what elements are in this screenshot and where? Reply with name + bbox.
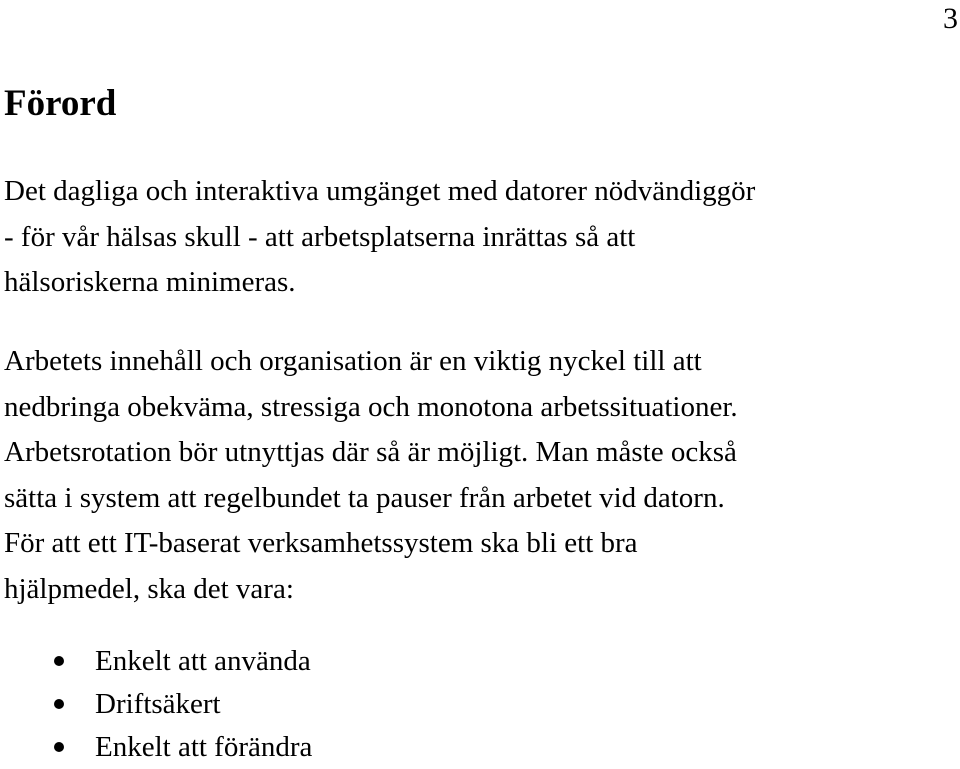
list-item-label: Enkelt att förändra — [95, 731, 313, 763]
paragraph-line: hjälpmedel, ska det vara: — [4, 572, 294, 605]
paragraph-body — [4, 339, 738, 612]
paragraph-line: - för vår hälsas skull - att arbetsplatserna inrättas så att — [4, 220, 636, 253]
paragraph-intro — [4, 169, 755, 306]
paragraph-line: Arbetsrotation bör utnyttjas där så är möjligt. Man måste också — [4, 436, 737, 468]
paragraph-line: nedbringa obekväma, stressiga och monotona arbetssituationer. — [4, 390, 738, 423]
paragraph-line: Det dagliga och interaktiva umgänget med datorer nödvändiggör — [4, 175, 756, 207]
paragraph-line: Arbetets innehåll och organisation är en viktig nyckel till att — [4, 345, 702, 377]
list-item — [0, 640, 312, 683]
page-title: Förord — [4, 83, 117, 124]
paragraph-line: hälsoriskerna minimeras. — [4, 266, 296, 298]
bullet-icon — [54, 656, 64, 666]
list-item-label: Driftsäkert — [95, 688, 221, 720]
paragraph-line: För att ett IT-baserat verksamhetssystem ska bli ett bra — [4, 527, 638, 559]
bullet-icon — [54, 742, 64, 752]
paragraph-line: sätta i system att regelbundet ta pauser från arbetet vid datorn. — [4, 481, 725, 514]
bullet-icon — [54, 699, 64, 709]
list-item-label: Enkelt att använda — [95, 645, 311, 677]
bullet-list — [0, 640, 312, 769]
list-item — [0, 683, 312, 726]
page-number: 3 — [943, 2, 958, 35]
list-item — [0, 726, 312, 769]
